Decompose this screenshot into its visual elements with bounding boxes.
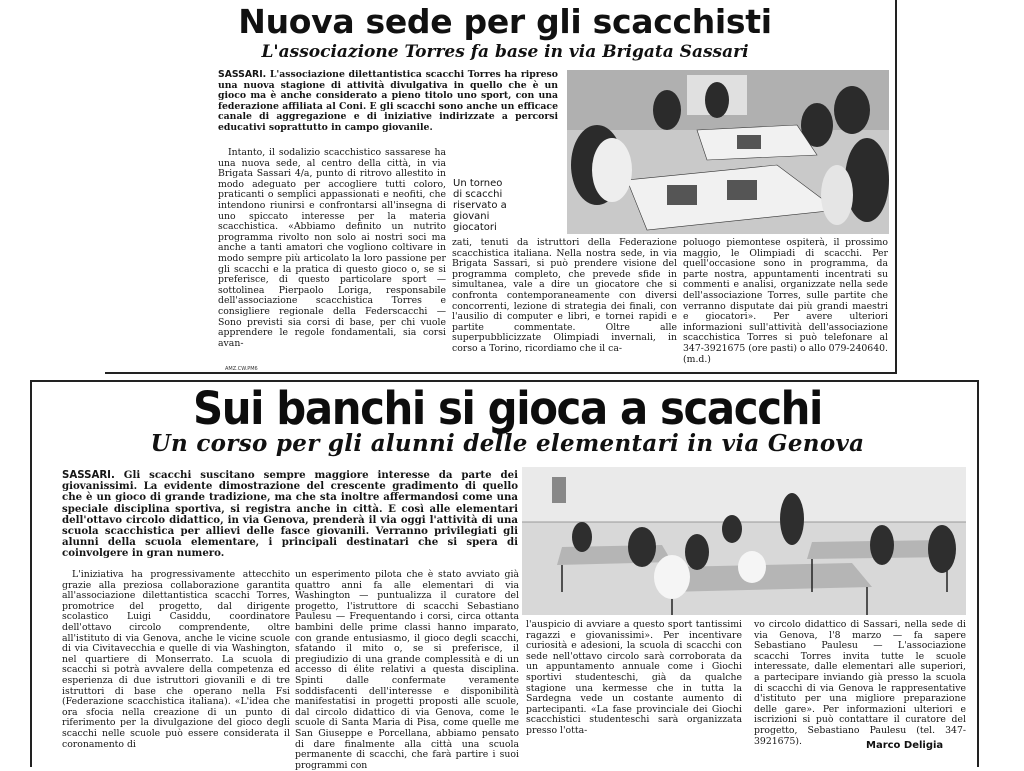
article1-photo-chess-tournament xyxy=(567,70,889,234)
article1-lead-block xyxy=(218,70,558,136)
article2-byline: Marco Deligia xyxy=(866,740,944,751)
article1-column-2 xyxy=(452,238,677,368)
article2-subheadline: Un corso per gli alunni delle elementari in via Genova xyxy=(150,430,865,457)
article1-column-3 xyxy=(683,238,888,370)
article2-column-3 xyxy=(526,620,742,760)
article1-credit: AMZ.CW.PM6 xyxy=(225,366,258,372)
article2-photo-classroom xyxy=(522,467,966,615)
article1-col1-text: Intanto, il sodalizio scacchistico sassarese ha una nuova sede, al centro della città, in via Brigata Sassari 4/a, punto di ritrovo allestito in modo adeguato per accogliere tutti coloro, praticanti o semplici appassionati e neofiti, che intendono riunirsi e confrontarsi all'insegna di uno spiccato interesse per la materia scacchistica. «Abbiamo definito un nutrito programma rivolto non solo ai nostri soci ma anche a tanti amatori che vogliono coltivare in modo sempre più articolato la loro passione per gli scacchi e la pratica di questo gioco o, se si preferisce, di questo particolare sport — sottolinea Pierpaolo Loriga, responsabile dell'associazione scacchistica Torres e consigliere regionale della Federscacchi — Sono previsti sia corsi di base, per chi vuole apprendere le regole fondamentali, sia corsi avan- xyxy=(218,147,446,349)
article1-subheadline: L'associazione Torres fa base in via Brigata Sassari xyxy=(261,42,749,62)
article2-col2-text: un esperimento pilota che è stato avviato già quattro anni fa alle elementari di via Washington — puntualizza il curatore del progetto, l'istruttore di scacchi Sebastiano Paulesu — Frequentando i corsi, circa ottanta bambini delle prime classi hanno imparato, con grande entusiasmo, il gioco degli scacchi, sfatando il mito o, se si preferisce, il pregiudizio di una grande complessità e di un accesso di élite relativi a questa disciplina. Spinti dalle confermate veramente soddisfacenti dell'interesse e disponibilità manifestatisi in progetti proposti alle scuole, dal circolo didattico di via Genova, come le scuole di Santa Maria di Pisa, come quelle me San Giuseppe e Porcellana, abbiamo pensato di dare finalmente alla città una scuola permanente di scacchi, che farà partire i suoi programmi con xyxy=(295,569,519,771)
article1-place: SASSARI. xyxy=(218,69,267,80)
article2-col3-text: l'auspicio di avviare a questo sport tantissimi ragazzi e giovanissimi». Per incentivare curiosità e adesioni, la scuola di scacchi con sede nell'ottavo circolo sarà corroborata da un appuntamento annuale come i Giochi sportivi studenteschi, già da qualche stagione una kermesse che in tutta la Sardegna vede un costante aumento di partecipanti. «La fase provinciale dei Giochi scacchistici studenteschi sarà organizzata presso l'otta- xyxy=(526,619,742,736)
article1-headline: Nuova sede per gli scacchisti xyxy=(238,2,772,41)
article1-photo-caption: Un torneo di scacchi riservato a giovani giocatori xyxy=(453,178,507,233)
article2-col1-text: L'iniziativa ha progressivamente attecchito grazie alla preziosa collaborazione garantita all'associazione dilettantistica scacchi Torres, promotrice del progetto, dal dirigente scolastico Luigi Casiddu, coordinatore dell'ottavo circolo comprendente, oltre all'istituto di via Genova, anche le vicine scuole di via Civitavecchia e quelle di via Washington, nel quartiere di Monserrato. La scuola di scacchi si potrà avvalere della competenza ed esperienza di due istruttori giovanili e di tre istruttori di base che operano nella Fsi (Federazione scacchistica italiana). «L'idea che ora sfocia nella creazione di un punto di riferimento per la divulgazione del gioco degli scacchi nelle scuole può essere considerata il coronamento di xyxy=(62,569,290,750)
article2-headline: Sui banchi si gioca a scacchi xyxy=(193,382,822,435)
article2-column-1 xyxy=(62,570,290,760)
article2-col4-text: vo circolo didattico di Sassari, nella sede di via Genova, l'8 marzo — fa sapere Sebastiano Paulesu — L'associazione scacchi Torres invita tutte le scuole interessate, dalle elementari alle superiori, a partecipare inviando già presso la scuola di scacchi di via Genova le rappresentative d'istituto per una migliore preparazione delle gare». Per informazioni ulteriori e iscrizioni si può contattare il curatore del progetto, Sebastiano Paulesu (tel. 347-3921675). xyxy=(754,619,966,747)
article2-column-2 xyxy=(295,569,519,771)
article1-col2-text: zati, tenuti da istruttori della Federazione scacchistica italiana. Nella nostra sede, in via Brigata Sassari, si può prendere visione del programma completo, che prevede sfide in simultanea, vale a dire un giocatore che si confronta contemporaneamente con diversi concorrenti, lezione di strategia dei finali, con l'ausilio di computer e libri, e tornei rapidi e partite commentate. Oltre alle superpubblicizzate Olimpiadi invernali, in corso a Torino, ricordiamo che il ca- xyxy=(452,237,677,354)
article1-column-1 xyxy=(218,148,446,370)
article1-lead: L'associazione dilettantistica scacchi Torres ha ripreso una nuova stagione di attività divulgativa in quello che è un gioco ma è anche considerato a pieno titolo uno sport, con una federazione affiliata al Coni. E gli scacchi sono anche un efficace canale di aggregazione e di iniziative indirizzate a percorsi educativi soprattutto in campo giovanile. xyxy=(218,69,558,133)
article2-place: SASSARI. xyxy=(62,470,115,481)
article2-lead-block xyxy=(62,470,518,568)
article1-col3-text: poluogo piemontese ospiterà, il prossimo maggio, le Olimpiadi di scacchi. Per quell'occasione sono in programma, da parte nostra, appuntamenti incentrati su commenti e analisi, organizzate nella sede dell'associazione Torres, sulle partite che verranno disputate dai più grandi maestri e giocatori». Per avere ulteriori informazioni sull'attività dell'associazione scacchistica Torres si può telefonare al 347-3921675 (ore pasti) o allo 079-240640. (m.d.) xyxy=(683,237,888,365)
article2-lead: Gli scacchi suscitano sempre maggiore interesse da parte dei giovanissimi. La evidente dimostrazione del crescente gradimento di quello che è un gioco di grande tradizione, ma che sta inoltre affermandosi come una speciale disciplina sportiva, si registra anche in città. E così alle elementari dell'ottavo circolo didattico, in via Genova, prenderà il via oggi l'attività di una scuola scacchistica per allievi delle fasce giovanili. Verranno privilegiati gli alunni della scuola elementare, i principali destinatari che si spera di coinvolgere in gran numero. xyxy=(62,469,519,560)
